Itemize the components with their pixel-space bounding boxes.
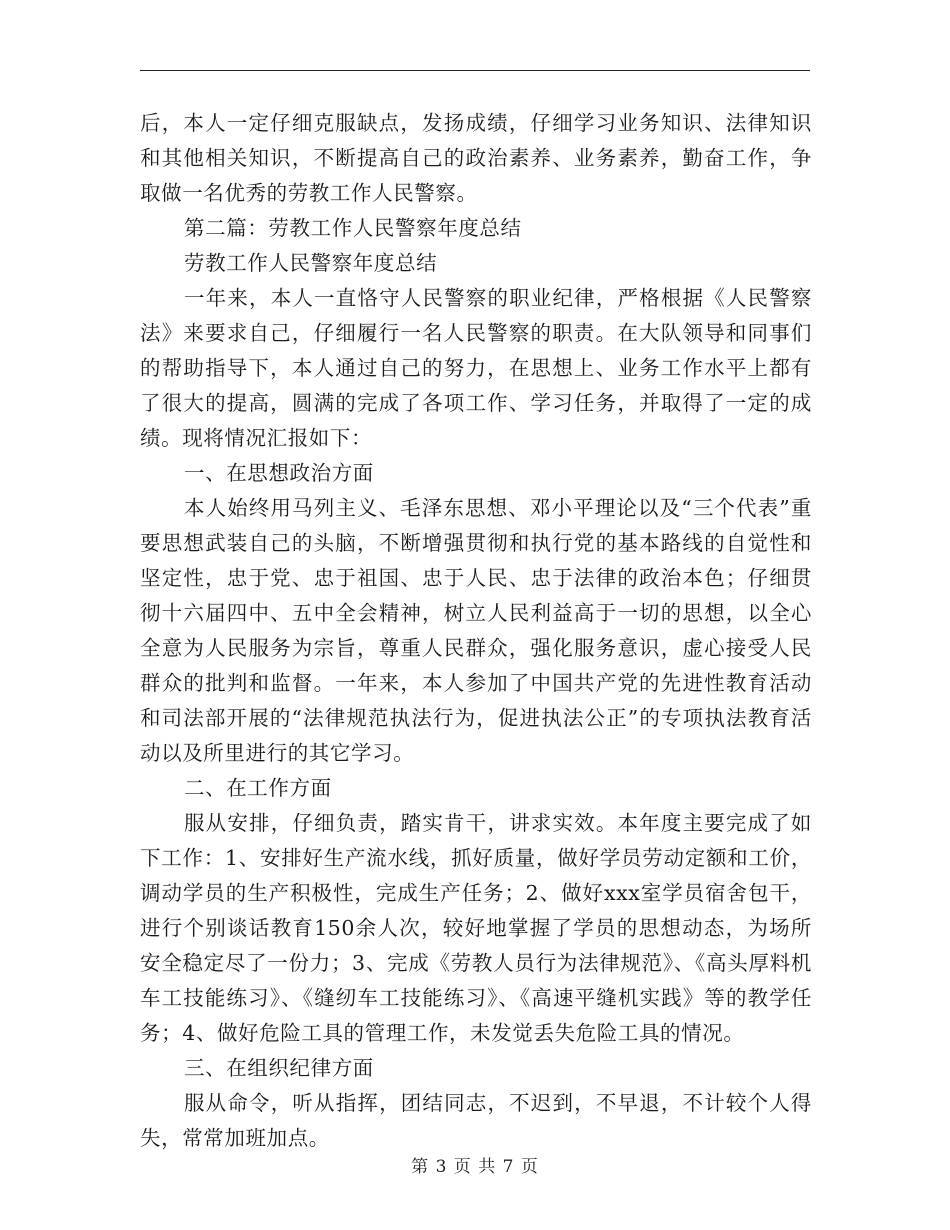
paragraph: 服从安排，仔细负责，踏实肯干，讲求实效。本年度主要完成了如下工作：1、安排好生产流水线，抓好质量，做好学员劳动定额和工价，调动学员的生产积极性，完成生产任务；2、做好xxx室学员宿舍包干，进行个别谈话教育150余人次，较好地掌握了学员的思想动态，为场所安全稳定尽了一份力；3、完成《劳教人员行为法律规范》、《高头厚料机车工技能练习》、《缝纫车工技能练习》、《高速平缝机实践》等的教学任务；4、做好危险工具的管理工作，未发觉丢失危险工具的情况。 [140, 811, 812, 1045]
section-heading: 三、在组织纪律方面 [184, 1056, 374, 1080]
page-number: 第 3 页 共 7 页 [411, 1157, 539, 1177]
paragraph: 本人始终用马列主义、毛泽东思想、邓小平理论以及“三个代表”重要思想武装自己的头脑，不断增强贯彻和执行党的基本路线的自觉性和坚定性，忠于党、忠于祖国、忠于人民、忠于法律的政治本色；仔细贯彻十六届四中、五中全会精神，树立人民利益高于一切的思想，以全心全意为人民服务为宗旨，尊重人民群众，强化服务意识，虚心接受人民群众的批判和监督。一年来，本人参加了中国共产党的先进性教育活动和司法部开展的“法律规范执法行为，促进执法公正”的专项执法教育活动以及所里进行的其它学习。 [140, 496, 812, 765]
header-rule [140, 70, 810, 71]
section-title: 第二篇：劳教工作人民警察年度总结 [184, 216, 522, 240]
section-heading: 二、在工作方面 [184, 776, 332, 800]
paragraph: 后，本人一定仔细克服缺点，发扬成绩，仔细学习业务知识、法律知识和其他相关知识，不断提高自己的政治素养、业务素养，勤奋工作，争取做一名优秀的劳教工作人民警察。 [140, 111, 812, 205]
document-title: 劳教工作人民警察年度总结 [184, 251, 438, 275]
section-heading: 一、在思想政治方面 [184, 461, 374, 485]
document-body [140, 106, 812, 1156]
paragraph: 一年来，本人一直恪守人民警察的职业纪律，严格根据《人民警察法》来要求自己，仔细履行一名人民警察的职责。在大队领导和同事们的帮助指导下，本人通过自己的努力，在思想上、业务工作水平上都有了很大的提高，圆满的完成了各项工作、学习任务，并取得了一定的成绩。现将情况汇报如下： [140, 286, 812, 450]
paragraph: 服从命令，听从指挥，团结同志，不迟到，不早退，不计较个人得失，常常加班加点。 [140, 1091, 812, 1150]
